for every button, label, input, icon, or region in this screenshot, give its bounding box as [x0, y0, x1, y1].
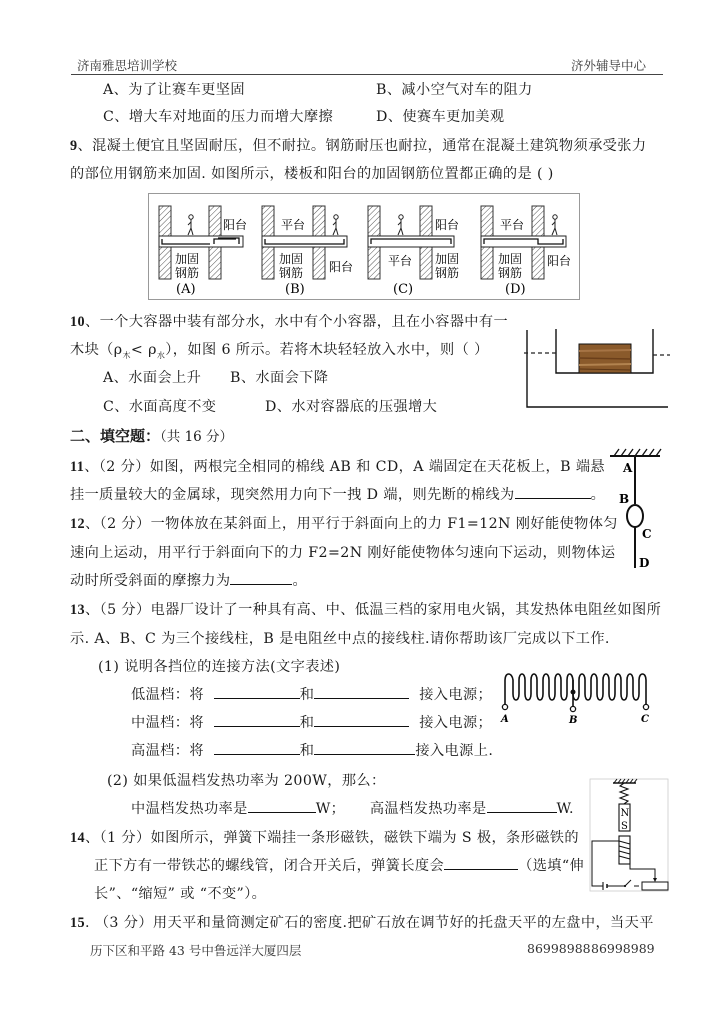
- label-balcony: 阳台: [547, 254, 572, 268]
- label-rebar: 钢筋: [498, 266, 523, 280]
- q10-text2a: 木块（ρ: [70, 342, 123, 358]
- label-balcony: 阳台: [329, 260, 354, 274]
- header-rule: [71, 74, 663, 75]
- q9-line1: [70, 135, 646, 155]
- q8-option-b: B、减小空气对车的阻力: [376, 82, 533, 98]
- q11-answer-blank[interactable]: [515, 484, 591, 499]
- subscript-wood: 木: [122, 351, 131, 360]
- q13-row-high: [131, 740, 493, 760]
- mid-power-label: 中温档发热功率是: [131, 801, 248, 817]
- q11-number: 11: [70, 459, 85, 475]
- label-rebar: 加固: [175, 252, 200, 266]
- q14-number: 14: [70, 830, 85, 846]
- subscript-water: 水: [156, 351, 166, 360]
- footer-address: 历下区和平路 43 号中鲁远洋大厦四层: [90, 943, 302, 958]
- q13-row-mid: [131, 712, 492, 732]
- q14-text2-end: （选填“伸: [518, 858, 585, 874]
- and-text: 和: [299, 743, 315, 759]
- q9-figure-rebar: [148, 193, 580, 300]
- q14-text2: 正下方有一带铁芯的螺线管，闭合开关后，弹簧长度会: [94, 858, 445, 874]
- q15-line1: [70, 912, 654, 932]
- q13-line2: 示. A、B、C 为三个接线柱，B 是电阻丝中点的接线柱.请你帮助该厂完成以下工作.: [70, 631, 610, 647]
- q13-row-low: [131, 684, 492, 704]
- q13-text1: 、（5 分）电器厂设计了一种具有高、中、低温三档的家用电火锅，其发热体电阻丝如图所: [85, 602, 662, 618]
- mid-power-blank[interactable]: [248, 798, 316, 813]
- footer-phone-2: 86998989: [591, 941, 655, 956]
- header-school-name: 济南雅思培训学校: [77, 58, 178, 73]
- mid-blank-2[interactable]: [314, 712, 409, 727]
- q11-text2: 挂一质量较大的金属球，现突然用力向下一拽 D 端，则先断的棉线为: [70, 487, 515, 503]
- q9-number: 9: [70, 138, 78, 154]
- section-title-text: 二、填空题: [70, 427, 146, 445]
- q15-text1: . （3 分）用天平和量筒测定矿石的密度.把矿石放在调节好的托盘天平的左盘中，当天平: [85, 915, 654, 931]
- q15-number: 15: [70, 915, 85, 931]
- q12-text1: 、（2 分）一物体放在某斜面上，用平行于斜面向上的力 F1=12N 刚好能使物体匀: [85, 516, 618, 532]
- high-power-label: 高温档发热功率是: [369, 801, 487, 817]
- q11-period: 。: [590, 487, 606, 503]
- unit-w: W；: [315, 801, 346, 817]
- label-rebar: 钢筋: [279, 266, 304, 280]
- and-text: 和: [299, 715, 315, 731]
- label-rebar: 加固: [498, 252, 523, 266]
- unit-w: W.: [556, 801, 574, 817]
- section-points: （共 16 分）: [160, 429, 234, 445]
- low-blank-2[interactable]: [314, 684, 409, 699]
- q11-text1: 、（2 分）如图，两根完全相同的棉线 AB 和 CD，A 端固定在天花板上，B 端悬: [84, 459, 606, 475]
- row-end: 接入电源；: [419, 687, 493, 703]
- row-end: 接入电源上.: [415, 743, 494, 759]
- header-center-name: 济外辅导中心: [571, 58, 647, 73]
- label-d: D: [639, 556, 650, 570]
- q13-part1: (1) 说明各挡位的连接方法(文字表述): [98, 659, 341, 675]
- q14-text1: 、（1 分）如图所示，弹簧下端挂一条形磁铁，磁铁下端为 S 极，条形磁铁的: [85, 830, 579, 846]
- high-blank-1[interactable]: [214, 740, 300, 755]
- label-a: A: [623, 461, 633, 475]
- high-power-blank[interactable]: [487, 798, 557, 813]
- footer-phone-1: 86998988: [527, 941, 591, 956]
- caption-b: (B): [285, 282, 305, 297]
- row-end: 接入电源；: [419, 715, 493, 731]
- q12-line2: 速向上运动，用平行于斜面向下的力 F2=2N 刚好能使物体匀速向下运动，则物体运: [70, 545, 616, 561]
- label-balcony: 阳台: [223, 218, 248, 232]
- q14-line2: [94, 855, 584, 875]
- label-south: S: [621, 821, 628, 832]
- label-platform: 平台: [500, 218, 525, 232]
- q12-answer-blank[interactable]: [230, 570, 292, 585]
- row-label: 中温档：将: [131, 715, 204, 731]
- q13-figure-resistor-coil: [496, 662, 656, 724]
- label-platform: 平台: [281, 218, 306, 232]
- q10-option-c: C、水面高度不变: [103, 399, 217, 415]
- high-blank-2[interactable]: [314, 740, 415, 755]
- section-colon: ：: [145, 427, 161, 445]
- solenoid: [619, 836, 630, 864]
- caption-d: (D): [505, 282, 526, 297]
- label-platform: 平台: [388, 254, 413, 268]
- q10-line1: [70, 311, 508, 331]
- label-rebar: 加固: [435, 252, 460, 266]
- q12-period: 。: [292, 573, 308, 589]
- mid-blank-1[interactable]: [214, 712, 300, 727]
- and-text: 和: [299, 687, 315, 703]
- q12-number: 12: [70, 516, 85, 532]
- q10-option-d: D、水对容器底的压强增大: [265, 399, 438, 415]
- caption-a: (A): [176, 282, 196, 297]
- terminal-c: C: [641, 714, 649, 724]
- q13-part2: (2) 如果低温档发热功率为 200W，那么：: [107, 773, 386, 789]
- label-north: N: [620, 808, 630, 819]
- row-label: 低温档：将: [131, 687, 204, 703]
- q10-lt: < ρ: [130, 342, 157, 358]
- spring-icon: [620, 783, 628, 804]
- q9-line2: 的部位用钢筋来加固. 如图所示，楼板和阳台的加固钢筋位置都正确的是 ( ): [70, 166, 554, 182]
- q9-text1: 、混凝土便宜且坚固耐压，但不耐拉。钢筋耐压也耐拉，通常在混凝土建筑物须承受张力: [77, 138, 647, 154]
- wood-block: [579, 344, 631, 373]
- label-c: C: [642, 527, 652, 541]
- low-blank-1[interactable]: [214, 684, 300, 699]
- q10-figure-container: [520, 325, 670, 415]
- section-2-title: [70, 425, 233, 446]
- q13-line1: [70, 599, 661, 619]
- q13-power-row: [131, 798, 574, 818]
- q10-text1: 、一个大容器中装有部分水，水中有个小容器，且在小容器中有一: [85, 314, 509, 330]
- label-balcony: 阳台: [435, 218, 460, 232]
- q10-option-b: B、水面会下降: [230, 370, 329, 386]
- q14-figure-electromagnet: [580, 778, 670, 893]
- q10-option-a: A、水面会上升: [103, 370, 202, 386]
- q13-number: 13: [70, 602, 85, 618]
- q14-line3: 长”、“缩短” 或 “不变”）。: [94, 886, 267, 902]
- q12-line1: [70, 513, 618, 533]
- label-rebar: 加固: [279, 252, 304, 266]
- rheostat: [642, 882, 668, 890]
- row-label: 高温档：将: [131, 743, 204, 759]
- q14-line1: [70, 827, 579, 847]
- q12-text3: 动时所受斜面的摩擦力为: [70, 573, 231, 589]
- q11-line1: [70, 456, 605, 476]
- q8-option-c: C、增大车对地面的压力而增大摩擦: [103, 109, 334, 125]
- label-rebar: 钢筋: [175, 266, 200, 280]
- caption-c: (C): [393, 282, 414, 297]
- q8-option-a: A、为了让赛车更坚固: [103, 82, 245, 98]
- terminal-a: A: [501, 714, 509, 724]
- terminal-b: B: [569, 715, 578, 724]
- q10-line2: [70, 339, 489, 361]
- q11-line2: [70, 484, 605, 504]
- q12-line3: [70, 570, 307, 590]
- q10-text2b: ），如图 6 所示。若将木块轻轻放入水中，则（ ）: [165, 342, 489, 358]
- q14-answer-blank[interactable]: [444, 855, 518, 870]
- q10-number: 10: [70, 314, 85, 330]
- q8-option-d: D、使赛车更加美观: [376, 109, 505, 125]
- label-rebar: 钢筋: [435, 266, 460, 280]
- label-b: B: [619, 492, 630, 506]
